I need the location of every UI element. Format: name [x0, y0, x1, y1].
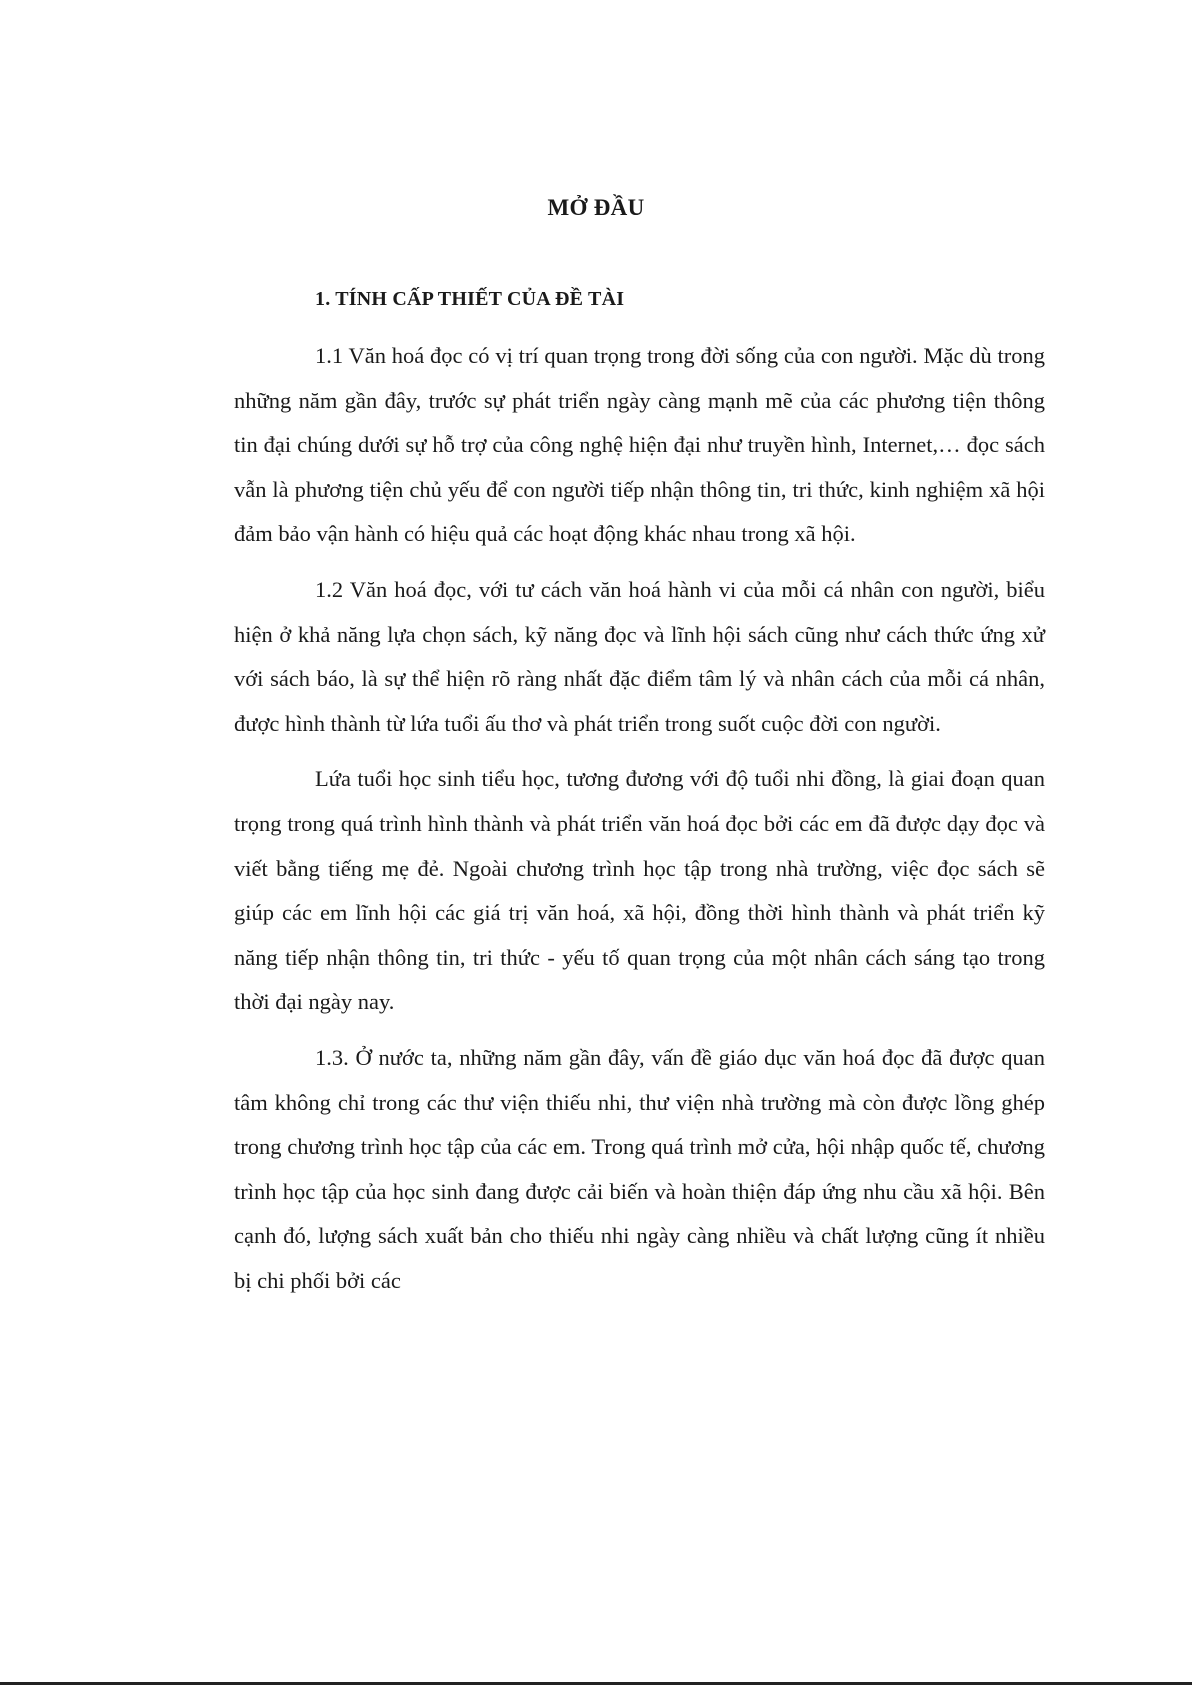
paragraph-1-2: 1.2 Văn hoá đọc, với tư cách văn hoá hành vi của mỗi cá nhân con người, biểu hiện ở khả năng lựa chọn sách, kỹ năng đọc và lĩnh hội sách cũng như cách thức ứng xử với sách báo, là sự thể hiện rõ ràng nhất đặc điểm tâm lý và nhân cách của mỗi cá nhân, được hình thành từ lứa tuổi ấu thơ và phát triển trong suốt cuộc đời con người.: [234, 576, 1045, 736]
section-heading: 1. TÍNH CẤP THIẾT CỦA ĐỀ TÀI: [315, 288, 625, 310]
paragraph-1-3: 1.3. Ở nước ta, những năm gần đây, vấn đề giáo dục văn hoá đọc đã được quan tâm không chỉ trong các thư viện thiếu nhi, thư viện nhà trường mà còn được lồng ghép trong chương trình học tập của các em. Trong quá trình mở cửa, hội nhập quốc tế, chương trình học tập của học sinh đang được cải biến và hoàn thiện đáp ứng nhu cầu xã hội. Bên cạnh đó, lượng sách xuất bản cho thiếu nhi ngày càng nhiều và chất lượng cũng ít nhiều bị chi phối bởi các: [234, 1044, 1045, 1293]
paragraph-primary-school-age: Lứa tuổi học sinh tiểu học, tương đương với độ tuổi nhi đồng, là giai đoạn quan trọng trong quá trình hình thành và phát triển văn hoá đọc bởi các em đã được dạy đọc và viết bằng tiếng mẹ đẻ. Ngoài chương trình học tập trong nhà trường, việc đọc sách sẽ giúp các em lĩnh hội các giá trị văn hoá, xã hội, đồng thời hình thành và phát triển kỹ năng tiếp nhận thông tin, tri thức - yếu tố quan trọng của một nhân cách sáng tạo trong thời đại ngày nay.: [234, 766, 1045, 1015]
document-body: [234, 334, 1045, 1314]
paragraph-1-1: 1.1 Văn hoá đọc có vị trí quan trọng trong đời sống của con người. Mặc dù trong những năm gần đây, trước sự phát triển ngày càng mạnh mẽ của các phương tiện thông tin đại chúng dưới sự hỗ trợ của công nghệ hiện đại như truyền hình, Internet,… đọc sách vẫn là phương tiện chủ yếu để con người tiếp nhận thông tin, tri thức, kinh nghiệm xã hội đảm bảo vận hành có hiệu quả các hoạt động khác nhau trong xã hội.: [234, 343, 1045, 547]
page-title: MỞ ĐẦU: [547, 195, 645, 220]
